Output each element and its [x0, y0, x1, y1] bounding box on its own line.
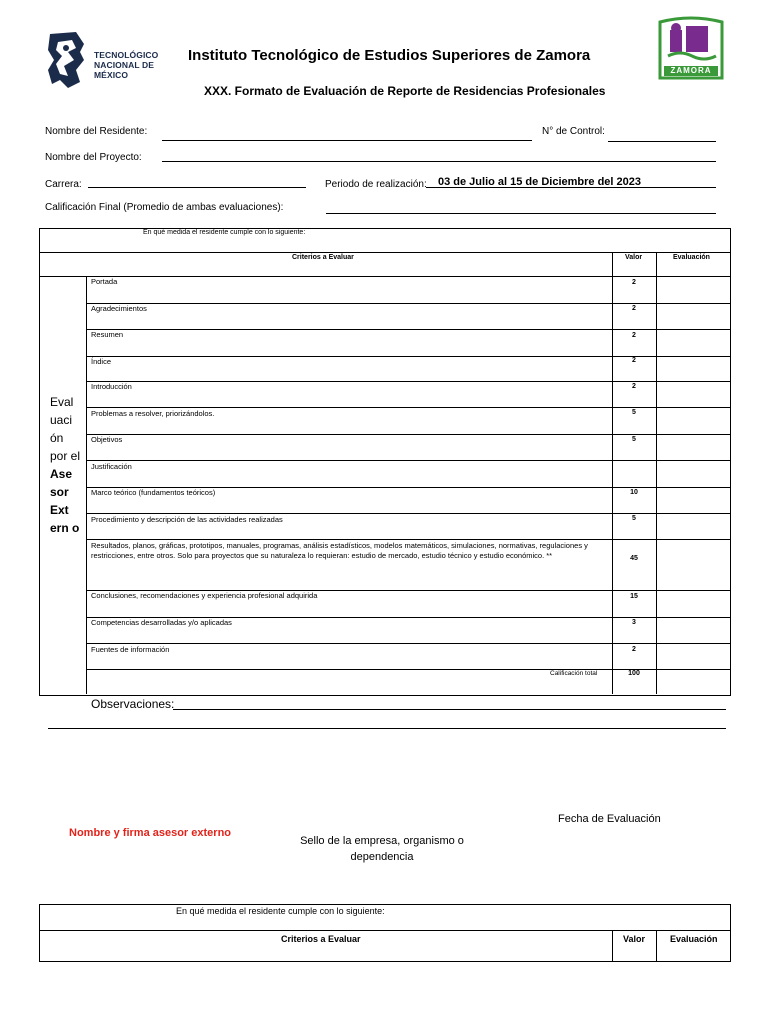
tecnm-line1: TECNOLÓGICO	[94, 50, 159, 60]
table2-intro: En qué medida el residente cumple con lo siguiente:	[176, 906, 385, 916]
table-intro: En qué medida el residente cumple con lo siguiente:	[143, 229, 306, 236]
periodo-value: 03 de Julio al 15 de Diciembre del 2023	[438, 176, 641, 188]
criterio-text: Justificación	[91, 462, 132, 471]
tecnm-line2: NACIONAL DE MÉXICO	[94, 60, 154, 80]
criterio-valor: 5	[632, 436, 636, 443]
col-divider	[86, 276, 87, 694]
row-divider	[86, 407, 730, 408]
criterio-text: Introducción	[91, 382, 132, 391]
control-field[interactable]	[608, 141, 716, 142]
col-valor: Valor	[625, 254, 643, 261]
side-label-part1: Eval uaci ón por el	[50, 395, 81, 463]
criterio-text: Índice	[91, 357, 112, 366]
carrera-field[interactable]	[88, 187, 306, 188]
itesz-logo-text: ZAMORA	[670, 66, 712, 75]
table2-col-divider	[656, 930, 657, 961]
institute-title: Instituto Tecnológico de Estudios Superiores de Zamora	[188, 47, 591, 64]
criterio-valor: 2	[632, 646, 636, 653]
periodo-label: Periodo de realización:	[325, 179, 427, 190]
table2-col-valor: Valor	[623, 934, 646, 944]
residente-field[interactable]	[162, 140, 532, 141]
criterio-text: Objetivos	[91, 435, 123, 444]
table2-divider	[39, 930, 730, 931]
col-divider	[612, 252, 613, 694]
table-divider	[39, 252, 730, 253]
sello-label: Sello de la empresa, organismo o dependencia	[300, 835, 464, 863]
criterio-text: Conclusiones, recomendaciones y experiencia profesional adquirida	[91, 591, 318, 600]
calificacion-label: Calificación Final (Promedio de ambas evaluaciones):	[45, 202, 284, 213]
criterio-valor: 2	[632, 383, 636, 390]
row-divider	[86, 539, 730, 540]
criterio-valor: 2	[632, 305, 636, 312]
periodo-field[interactable]	[426, 187, 716, 188]
col-evaluacion: Evaluación	[673, 254, 710, 261]
side-label-part2: Ase sor Ext ern o	[50, 467, 80, 535]
total-label: Calificación total	[550, 670, 598, 677]
fecha-evaluacion-label: Fecha de Evaluación	[558, 813, 661, 825]
side-label	[50, 393, 82, 537]
criterio-valor: 3	[632, 619, 636, 626]
criterio-text: Agradecimientos	[91, 304, 147, 313]
row-divider	[86, 460, 730, 461]
proyecto-label: Nombre del Proyecto:	[45, 152, 142, 163]
tecnm-logo	[46, 30, 186, 94]
criterio-text: Competencias desarrolladas y/o aplicadas	[91, 618, 232, 627]
criterio-valor: 2	[632, 357, 636, 364]
observaciones-field-line1[interactable]	[173, 709, 726, 710]
criterio-valor: 10	[630, 489, 638, 496]
criterio-valor: 15	[630, 593, 638, 600]
criterio-text: Problemas a resolver, priorizándolos.	[91, 409, 215, 418]
observaciones-label: Observaciones:	[91, 697, 175, 711]
control-label: N° de Control:	[542, 126, 605, 137]
residente-label: Nombre del Residente:	[45, 126, 148, 137]
row-divider	[86, 643, 730, 644]
row-divider	[86, 513, 730, 514]
table2-col-criterios: Criterios a Evaluar	[281, 934, 361, 944]
observaciones-field-line2[interactable]	[48, 728, 726, 729]
carrera-label: Carrera:	[45, 179, 82, 190]
document-title: XXX. Formato de Evaluación de Reporte de Residencias Profesionales	[204, 84, 606, 98]
criterio-valor: 5	[632, 515, 636, 522]
criterio-valor: 45	[630, 555, 638, 562]
criterio-text: Procedimiento y descripción de las actividades realizadas	[91, 515, 283, 524]
criterio-text: Fuentes de información	[91, 645, 170, 654]
criterio-text: Marco teórico (fundamentos teóricos)	[91, 488, 216, 497]
criteria-table-2	[39, 904, 731, 962]
calificacion-field[interactable]	[326, 213, 716, 214]
table2-col-divider	[612, 930, 613, 961]
criterio-text: Portada	[91, 277, 118, 286]
tecnm-wordmark	[94, 50, 186, 80]
firma-asesor-label: Nombre y firma asesor externo	[69, 827, 232, 839]
criterio-valor: 2	[632, 279, 636, 286]
table2-col-evaluacion: Evaluación	[670, 934, 718, 944]
criterio-valor: 2	[632, 332, 636, 339]
total-value: 100	[628, 670, 640, 677]
col-criterios: Criterios a Evaluar	[292, 254, 354, 261]
criterio-text: Resultados, planos, gráficas, prototipos, manuales, programas, análisis estadísticos, modelos matemáticos, simulaciones, normativas, regulaciones y restricciones, entre otros. Solo para proyectos que su naturaleza lo requieran: estudio de mercado, estudio técnico y estudio económico. **	[91, 541, 588, 560]
tecnm-eagle-icon	[46, 30, 86, 90]
col-divider	[656, 252, 657, 694]
itesz-logo	[656, 16, 726, 84]
criterio-valor: 5	[632, 409, 636, 416]
proyecto-field[interactable]	[162, 161, 716, 162]
criterio-text: Resumen	[91, 330, 124, 339]
